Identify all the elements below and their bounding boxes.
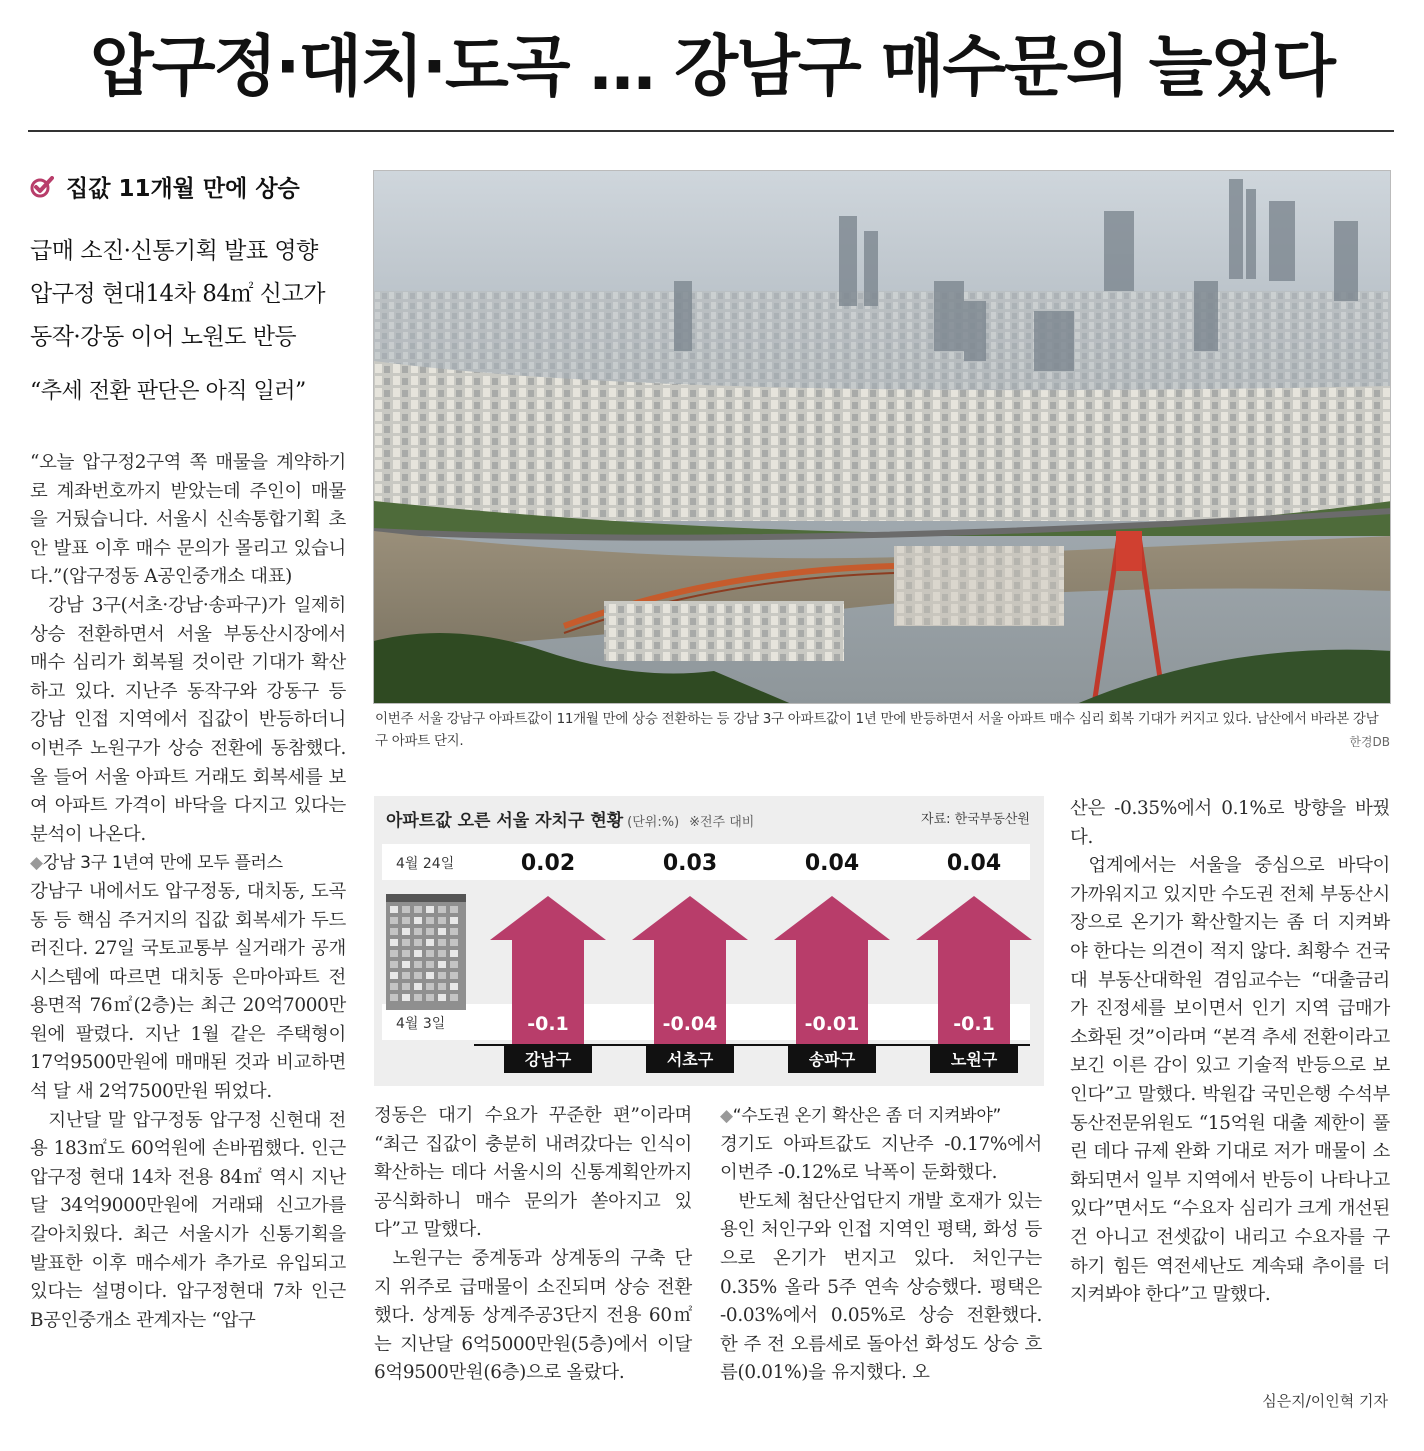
chart-note: ※전주 대비 (689, 815, 755, 830)
building-window (390, 917, 398, 924)
building-window (426, 972, 434, 979)
chart-source: 자료: 한국부동산원 (921, 812, 1030, 827)
building-window (390, 983, 398, 990)
chart-unit: (단위:%) (627, 815, 680, 830)
value-label-top: 0.02 (520, 851, 576, 876)
skyline-photo (373, 170, 1391, 704)
building-window (450, 950, 458, 957)
building-icon (386, 894, 466, 1010)
subhead-3: 동작·강동 이어 노원도 반등 (30, 324, 297, 350)
paragraph: 산은 -0.35%에서 0.1%로 방향을 바꿨다. (1070, 798, 1390, 848)
row-label-top: 4월 24일 (396, 856, 455, 872)
article-column-2 (374, 1102, 692, 1388)
row-label-bottom: 4월 3일 (396, 1016, 446, 1032)
building-window (426, 928, 434, 935)
quote-subhead: “추세 전환 판단은 아직 일러” (30, 379, 306, 404)
building-window (426, 983, 434, 990)
kicker (30, 170, 300, 203)
value-label-bottom: -0.1 (527, 1013, 569, 1035)
article-column-1 (30, 449, 346, 1335)
building-window (450, 961, 458, 968)
diamond-icon: ◆ (720, 1106, 733, 1126)
value-label-bottom: -0.04 (662, 1013, 718, 1035)
paragraph: 강남 3구(서초·강남·송파구)가 일제히 상승 전환하면서 서울 부동산시장에서 매수 심리가 회복될 것이란 기대가 확산하고 있다. 지난주 동작구와 강동구 등 강남 인접 지역에서 집값이 반등하더니 이번주 노원구가 상승 전환에 동참했다. 올 들어 서울 아파트 거래도 회복세를 보여 아파트 가격이 바닥을 다지고 있다는 분석이 나온다. (30, 594, 346, 845)
building-window (402, 939, 410, 946)
section-subhead (720, 1102, 1042, 1131)
article-column-4 (1070, 795, 1390, 1310)
building-window (390, 906, 398, 913)
building-window (414, 939, 422, 946)
building-window (402, 906, 410, 913)
diamond-icon: ◆ (30, 853, 43, 874)
building-window (450, 972, 458, 979)
paragraph: “오늘 압구정2구역 쪽 매물을 계약하기로 계좌번호까지 받았는데 주인이 매물을 거뒀습니다. 서울시 신속통합기획 초안 발표 이후 매수 문의가 몰리고 있습니다.”(압구정동 A공인중개소 대표) (30, 452, 346, 588)
subheads (30, 230, 360, 359)
paragraph: 노원구는 중계동과 상계동의 구축 단지 위주로 급매물이 소진되며 상승 전환했다. 상계동 상계주공3단지 전용 60㎡는 지난달 6억5000만원(5층)에서 이달 6억9500만원(6층)으로 올랐다. (374, 1247, 692, 1384)
paragraph: 업계에서는 서울을 중심으로 바닥이 가까워지고 있지만 수도권 전체 부동산시장으로 온기가 확산할지는 좀 더 지켜봐야 한다는 의견이 적지 않다. 최황수 건국대 부동산대학원 겸임교수는 “대출금리가 진정세를 보이면서 인기 지역 급매가 소화된 것”이라며 “본격 추세 전환이라고 보긴 이른 감이 있고 기술적 반등으로 보인다”고 말했다. 박원갑 국민은행 수석부동산전문위원도 “15억원 대출 제한이 풀린 데다 규제 완화 기대로 저가 매물이 소화되면서 일부 지역에서 반등이 나타나고 있다”면서도 “수요자 심리가 크게 개선된 건 아니고 전셋값이 내리고 수요자를 구하기 힘든 역전세난도 계속돼 추이를 더 지켜봐야 한다”고 말했다. (1070, 855, 1390, 1306)
building-window (426, 950, 434, 957)
building-window (402, 917, 410, 924)
building-window (426, 906, 434, 913)
building-window (414, 906, 422, 913)
category-label: 송파구 (808, 1050, 856, 1069)
byline: 심은지/이인혁 기자 (1262, 1392, 1388, 1410)
building-window (414, 983, 422, 990)
kicker-text: 집값 11개월 만에 상승 (66, 176, 300, 202)
building-window (414, 972, 422, 979)
paragraph: 강남구 내에서도 압구정동, 대치동, 도곡동 등 핵심 주거지의 집값 회복세가 두드러진다. 27일 국토교통부 실거래가 공개시스템에 따르면 대치동 은마아파트 전용면적 76㎡(2층)는 최근 20억7000만원에 팔렸다. 지난 1월 같은 주택형이 17억9500만원에 매매된 것과 비교하면 석 달 새 2억7500만원 뛰었다. (30, 880, 346, 1103)
building-window (450, 994, 458, 1001)
subhead-1: 급매 소진·신통기획 발표 영향 (30, 238, 318, 264)
category-label: 노원구 (950, 1050, 998, 1069)
paragraph: 정동은 대기 수요가 꾸준한 편”이라며 “최근 집값이 충분히 내려갔다는 인식이 확산하는 데다 서울시의 신통계획안까지 공식화하니 매수 문의가 쏟아지고 있다”고 말했다. (374, 1105, 692, 1241)
headline-rule (28, 130, 1394, 132)
paragraph: 경기도 아파트값도 지난주 -0.17%에서 이번주 -0.12%로 낙폭이 둔화했다. (720, 1133, 1042, 1184)
category-label: 강남구 (524, 1050, 572, 1069)
building-window (450, 983, 458, 990)
building-window (390, 928, 398, 935)
building-window (402, 972, 410, 979)
paragraph: 반도체 첨단산업단지 개발 호재가 있는 용인 처인구와 인접 지역인 평택, 화성 등으로 온기가 번지고 있다. 처인구는 0.35% 올라 5주 연속 상승했다. 평택은 -0.03%에서 0.05%로 상승 전환했다. 한 주 전 오름세로 돌아선 화성도 상승 흐름(0.01%)을 유지했다. 오 (720, 1190, 1042, 1384)
building-window (390, 994, 398, 1001)
building-window (402, 950, 410, 957)
building-window (414, 961, 422, 968)
section-subhead-text: 강남 3구 1년여 만에 모두 플러스 (42, 853, 283, 874)
value-label-top: 0.03 (662, 851, 718, 876)
headline: 압구정·대치·도곡 … 강남구 매수문의 늘었다 (90, 28, 1334, 105)
building-window (390, 961, 398, 968)
value-label-bottom: -0.1 (953, 1013, 995, 1035)
building-window (426, 961, 434, 968)
building-window (450, 917, 458, 924)
building-window (426, 917, 434, 924)
photo-caption: 이번주 서울 강남구 아파트값이 11개월 만에 상승 전환하는 등 강남 3구 아파트값이 1년 만에 반등하면서 서울 아파트 매수 심리 회복 기대가 커지고 있다. 남산에서 바라본 강남구 아파트 단지. (375, 711, 1379, 749)
section-subhead (30, 849, 346, 878)
article-column-3 (720, 1102, 1042, 1388)
value-label-top: 0.04 (946, 851, 1002, 876)
building-window (390, 939, 398, 946)
building-window (414, 917, 422, 924)
subhead-2: 압구정 현대14차 84㎡ 신고가 (30, 281, 325, 307)
chart (374, 796, 1044, 1086)
building-window (438, 994, 446, 1001)
building-window (390, 972, 398, 979)
building-window (426, 994, 434, 1001)
building-window (402, 961, 410, 968)
building-window (438, 939, 446, 946)
building-window (438, 972, 446, 979)
photo-credit: 한경DB (1349, 735, 1390, 749)
building-window (438, 917, 446, 924)
section-subhead-text: “수도권 온기 확산은 좀 더 지켜봐야” (732, 1106, 1002, 1126)
category-label: 서초구 (666, 1050, 714, 1069)
chart-plot (374, 796, 1044, 1086)
building-window (414, 950, 422, 957)
building-window (438, 961, 446, 968)
building-window (438, 928, 446, 935)
building-window (414, 994, 422, 1001)
building-window (438, 906, 446, 913)
building-window (438, 950, 446, 957)
checkmark-icon (30, 176, 54, 198)
building-window (402, 994, 410, 1001)
building-window (402, 983, 410, 990)
building-window (450, 906, 458, 913)
building-window (450, 928, 458, 935)
building-window (438, 983, 446, 990)
building-window (426, 939, 434, 946)
building-window (414, 928, 422, 935)
value-label-top: 0.04 (804, 851, 860, 876)
chart-title-text: 아파트값 오른 서울 자치구 현황 (386, 811, 624, 831)
building-window (390, 950, 398, 957)
paragraph: 지난달 말 압구정동 압구정 신현대 전용 183㎡도 60억원에 손바뀜했다. 인근 압구정 현대 14차 전용 84㎡ 역시 지난달 34억9000만원에 거래돼 신고가를 갈아치웠다. 최근 서울시가 신통기획을 발표한 이후 매수세가 추가로 유입되고 있다는 설명이다. 압구정현대 7차 인근 B공인중개소 관계자는 “압구 (30, 1109, 346, 1331)
building-window (450, 939, 458, 946)
building-window (402, 928, 410, 935)
value-label-bottom: -0.01 (804, 1013, 860, 1035)
